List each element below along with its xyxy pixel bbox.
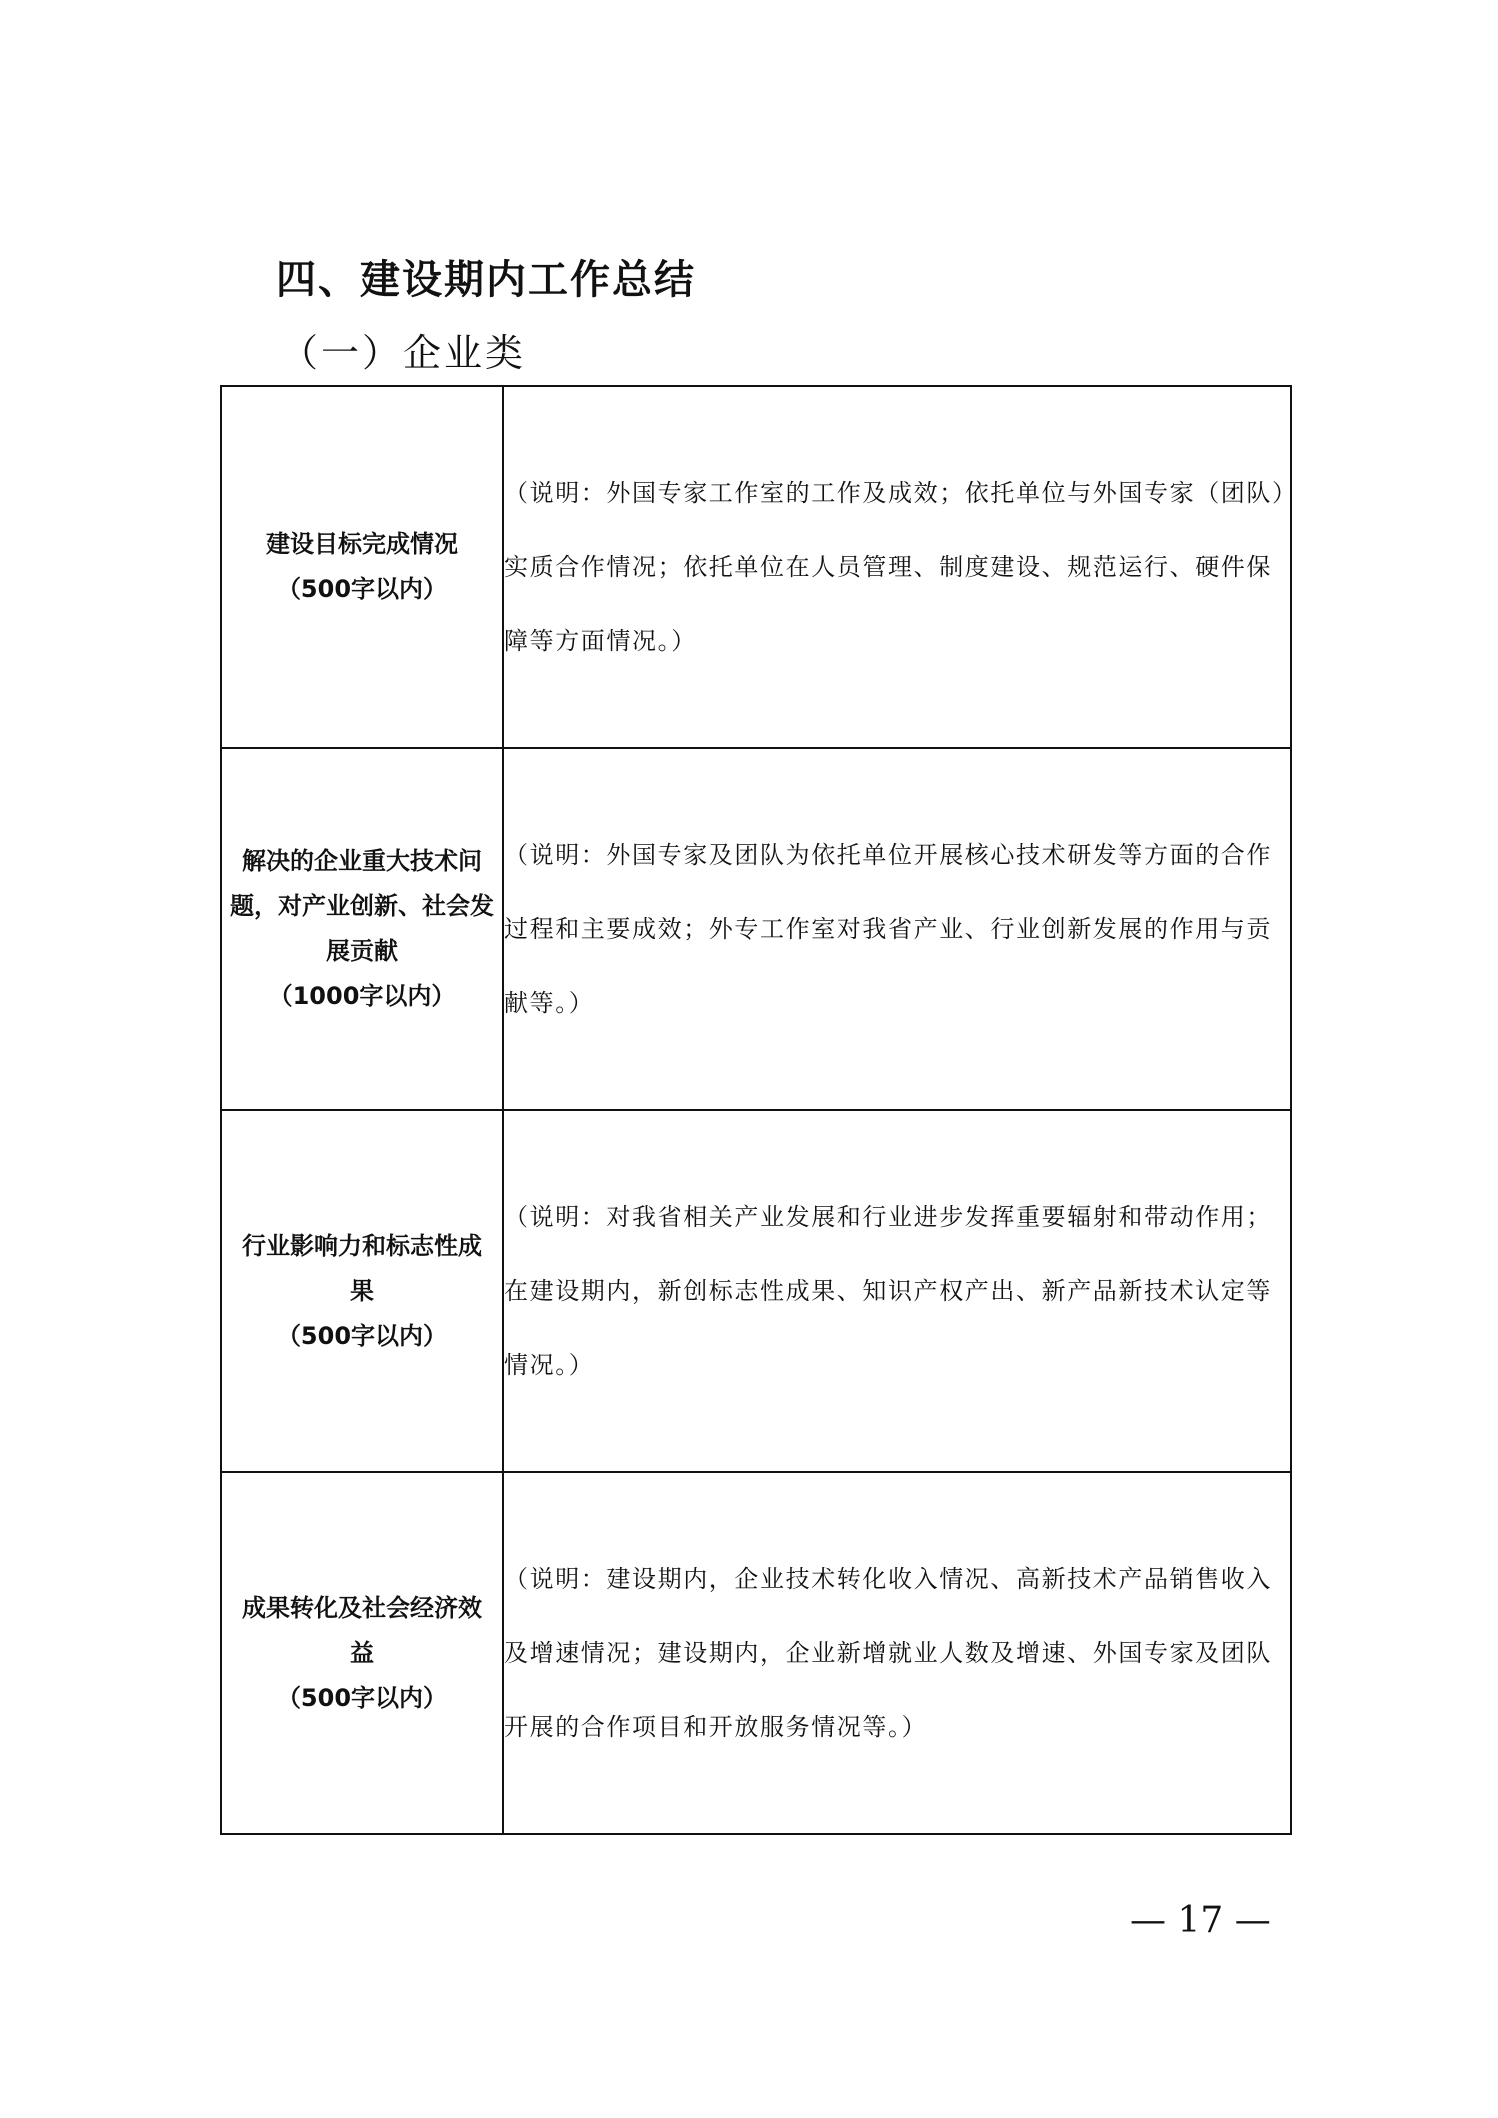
table-row-goal-completion	[221, 386, 1291, 748]
page-number: — 17 —	[1130, 1900, 1271, 1941]
row-label	[221, 748, 503, 1110]
row-label-line: 成果转化及社会经济效	[242, 1593, 482, 1622]
row-label-line: 展贡献	[326, 937, 398, 965]
row-label	[221, 1472, 503, 1834]
subsection-title: （一）企业类	[280, 331, 527, 375]
row-label-line: 行业影响力和标志性成	[242, 1231, 482, 1260]
row-label-line: 果	[350, 1276, 374, 1305]
row-label	[221, 1110, 503, 1472]
row-label	[221, 386, 503, 748]
row-label-line: （500字以内）	[276, 575, 448, 603]
row-description[interactable]: （说明：建设期内，企业技术转化收入情况、高新技术产品销售收入及增速情况；建设期内，企业新增就业人数及增速、外国专家及团队开展的合作项目和开放服务情况等。）	[503, 1472, 1291, 1834]
row-description[interactable]: （说明：外国专家工作室的工作及成效；依托单位与外国专家（团队）实质合作情况；依托单位在人员管理、制度建设、规范运行、硬件保障等方面情况。）	[503, 386, 1291, 748]
table-row-technical-problems	[221, 748, 1291, 1110]
row-description[interactable]: （说明：对我省相关产业发展和行业进步发挥重要辐射和带动作用；在建设期内，新创标志性成果、知识产权产出、新产品新技术认定等情况。）	[503, 1110, 1291, 1472]
row-label-line: 建设目标完成情况	[266, 530, 458, 558]
row-description[interactable]: （说明：外国专家及团队为依托单位开展核心技术研发等方面的合作过程和主要成效；外专工作室对我省产业、行业创新发展的作用与贡献等。）	[503, 748, 1291, 1110]
row-label-line: 题，对产业创新、社会发	[230, 892, 494, 920]
row-label-line: 益	[350, 1638, 374, 1667]
row-label-line: 解决的企业重大技术问	[242, 847, 482, 875]
work-summary-table	[220, 385, 1292, 1835]
row-label-line: （1000字以内）	[268, 982, 456, 1010]
section-title: 四、建设期内工作总结	[276, 257, 696, 303]
row-label-line: （500字以内）	[276, 1683, 448, 1712]
table-row-achievement-transformation	[221, 1472, 1291, 1834]
table-row-industry-influence	[221, 1110, 1291, 1472]
row-label-line: （500字以内）	[276, 1321, 448, 1350]
